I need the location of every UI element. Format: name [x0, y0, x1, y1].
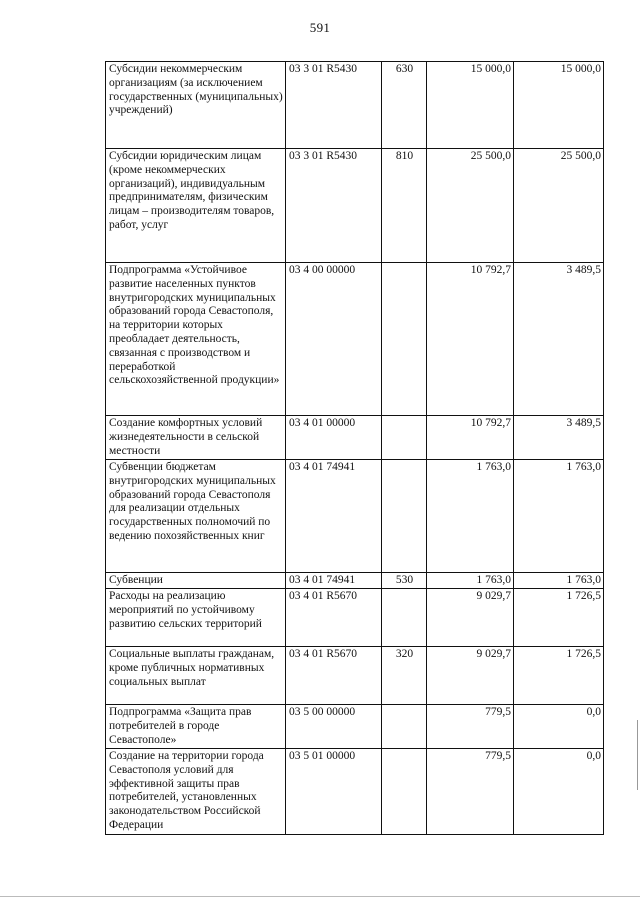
row-value-1: 10 792,7	[427, 263, 514, 416]
row-code: 03 4 01 74941	[286, 573, 382, 589]
table-row	[106, 62, 604, 149]
row-name: Создание на территории города Севастополя условий для эффективной защиты прав потребителей, установленных законодательством Российской Федерации	[106, 749, 286, 835]
table-row	[106, 263, 604, 416]
row-name: Создание комфортных условий жизнедеятельности в сельской местности	[106, 416, 286, 460]
row-name: Социальные выплаты гражданам, кроме публичных нормативных социальных выплат	[106, 647, 286, 705]
row-value-1: 15 000,0	[427, 62, 514, 149]
row-expense-type: 630	[382, 62, 427, 149]
table-row	[106, 416, 604, 460]
scan-edge-mark	[637, 720, 638, 790]
row-expense-type	[382, 263, 427, 416]
row-value-1: 1 763,0	[427, 460, 514, 573]
row-value-2: 3 489,5	[514, 416, 604, 460]
table-row	[106, 149, 604, 263]
row-expense-type	[382, 705, 427, 749]
row-value-2: 0,0	[514, 705, 604, 749]
row-code: 03 5 00 00000	[286, 705, 382, 749]
row-expense-type	[382, 416, 427, 460]
row-expense-type: 810	[382, 149, 427, 263]
row-value-2: 25 500,0	[514, 149, 604, 263]
row-value-2: 0,0	[514, 749, 604, 835]
row-code: 03 4 01 R5670	[286, 589, 382, 647]
row-value-1: 9 029,7	[427, 647, 514, 705]
table-row	[106, 573, 604, 589]
table-row	[106, 460, 604, 573]
row-name: Субсидии некоммерческим организациям (за исключением государственных (муниципальных) учреждений)	[106, 62, 286, 149]
table-row	[106, 647, 604, 705]
row-value-2: 3 489,5	[514, 263, 604, 416]
row-name: Субвенции бюджетам внутригородских муниципальных образований города Севастополя для реализации отдельных государственных полномочий по ведению похозяйственных книг	[106, 460, 286, 573]
row-value-1: 10 792,7	[427, 416, 514, 460]
row-expense-type	[382, 749, 427, 835]
row-code: 03 3 01 R5430	[286, 149, 382, 263]
table-row	[106, 705, 604, 749]
row-expense-type: 320	[382, 647, 427, 705]
table-row	[106, 589, 604, 647]
row-value-1: 779,5	[427, 749, 514, 835]
row-name: Подпрограмма «Устойчивое развитие населенных пунктов внутригородских муниципальных образований города Севастополя, на территории которых преобладает деятельность, связанная с производством и переработкой сельскохозяйственной продукции»	[106, 263, 286, 416]
row-name: Подпрограмма «Защита прав потребителей в городе Севастополе»	[106, 705, 286, 749]
table-row	[106, 749, 604, 835]
row-code: 03 3 01 R5430	[286, 62, 382, 149]
row-code: 03 4 01 74941	[286, 460, 382, 573]
row-expense-type: 530	[382, 573, 427, 589]
row-value-1: 9 029,7	[427, 589, 514, 647]
row-value-2: 1 726,5	[514, 589, 604, 647]
row-code: 03 5 01 00000	[286, 749, 382, 835]
row-value-1: 25 500,0	[427, 149, 514, 263]
row-code: 03 4 01 R5670	[286, 647, 382, 705]
row-value-2: 1 726,5	[514, 647, 604, 705]
row-value-1: 779,5	[427, 705, 514, 749]
row-code: 03 4 01 00000	[286, 416, 382, 460]
page-number: 591	[309, 20, 331, 35]
row-expense-type	[382, 460, 427, 573]
row-name: Субсидии юридическим лицам (кроме некоммерческих организаций), индивидуальным предпринимателям, физическим лицам – производителям товаров, работ, услуг	[106, 149, 286, 263]
row-value-2: 1 763,0	[514, 573, 604, 589]
page-bottom-edge	[0, 896, 640, 897]
row-value-2: 15 000,0	[514, 62, 604, 149]
row-value-1: 1 763,0	[427, 573, 514, 589]
row-value-2: 1 763,0	[514, 460, 604, 573]
row-name: Субвенции	[106, 573, 286, 589]
row-expense-type	[382, 589, 427, 647]
budget-table	[105, 61, 604, 835]
row-code: 03 4 00 00000	[286, 263, 382, 416]
row-name: Расходы на реализацию мероприятий по устойчивому развитию сельских территорий	[106, 589, 286, 647]
